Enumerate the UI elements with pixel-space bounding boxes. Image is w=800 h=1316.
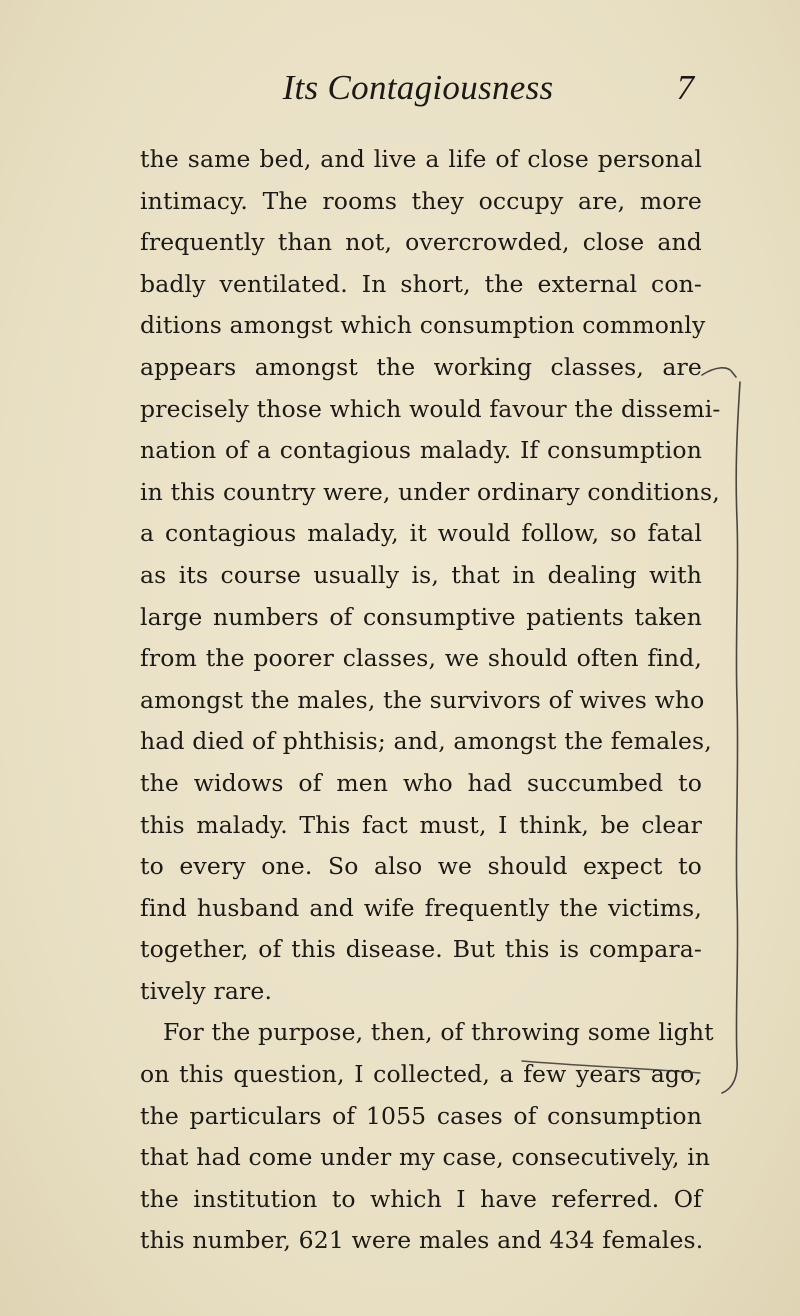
running-title: Its Contagiousness <box>282 68 554 107</box>
text-line-3: frequently than not, overcrowded, close and <box>140 228 702 257</box>
text-line-25: that had come under my case, consecutively, in <box>140 1143 711 1172</box>
text-line-7: precisely those which would favour the dissemi- <box>140 394 721 423</box>
text-line-1: the same bed, and live a life of close personal <box>140 145 702 173</box>
text-line-27: this number, 621 were males and 434 females. <box>140 1226 704 1255</box>
text-line-4: badly ventilated. In short, the external con- <box>140 269 702 298</box>
text-line-22: For the purpose, then, of throwing some light <box>163 1018 714 1047</box>
running-head <box>138 66 698 110</box>
text-line-23: on this question, I collected, a few years ago, <box>140 1060 702 1089</box>
text-line-24: the particulars of 1055 cases of consumption <box>140 1101 702 1130</box>
text-line-21: tively rare. <box>140 976 273 1005</box>
text-line-18: to every one. So also we should expect to <box>140 852 702 881</box>
text-line-17: this malady. This fact must, I think, be clear <box>140 810 702 839</box>
text-line-2: intimacy. The rooms they occupy are, more <box>140 186 702 215</box>
text-line-10: a contagious malady, it would follow, so fatal <box>140 519 702 548</box>
page-number: 7 <box>676 68 694 107</box>
text-line-6: appears amongst the working classes, are <box>140 352 702 381</box>
body-text <box>140 139 721 1262</box>
text-line-26: the institution to which I have referred. Of <box>140 1184 702 1213</box>
text-line-8: nation of a contagious malady. If consumption <box>140 436 702 465</box>
text-line-9: in this country were, under ordinary conditions, <box>140 477 720 506</box>
text-line-15: had died of phthisis; and, amongst the females, <box>140 727 712 756</box>
text-line-19: find husband and wife frequently the victims, <box>140 893 702 922</box>
text-line-16: the widows of men who had succumbed to <box>140 768 702 797</box>
text-line-20: together, of this disease. But this is compara- <box>140 935 702 964</box>
text-line-5: ditions amongst which consumption commonly <box>140 311 706 340</box>
text-line-14: amongst the males, the survivors of wives who <box>140 685 705 714</box>
text-line-11: as its course usually is, that in dealing with <box>140 560 702 589</box>
text-line-12: large numbers of consumptive patients taken <box>140 602 702 631</box>
text-line-13: from the poorer classes, we should often find, <box>140 644 702 673</box>
